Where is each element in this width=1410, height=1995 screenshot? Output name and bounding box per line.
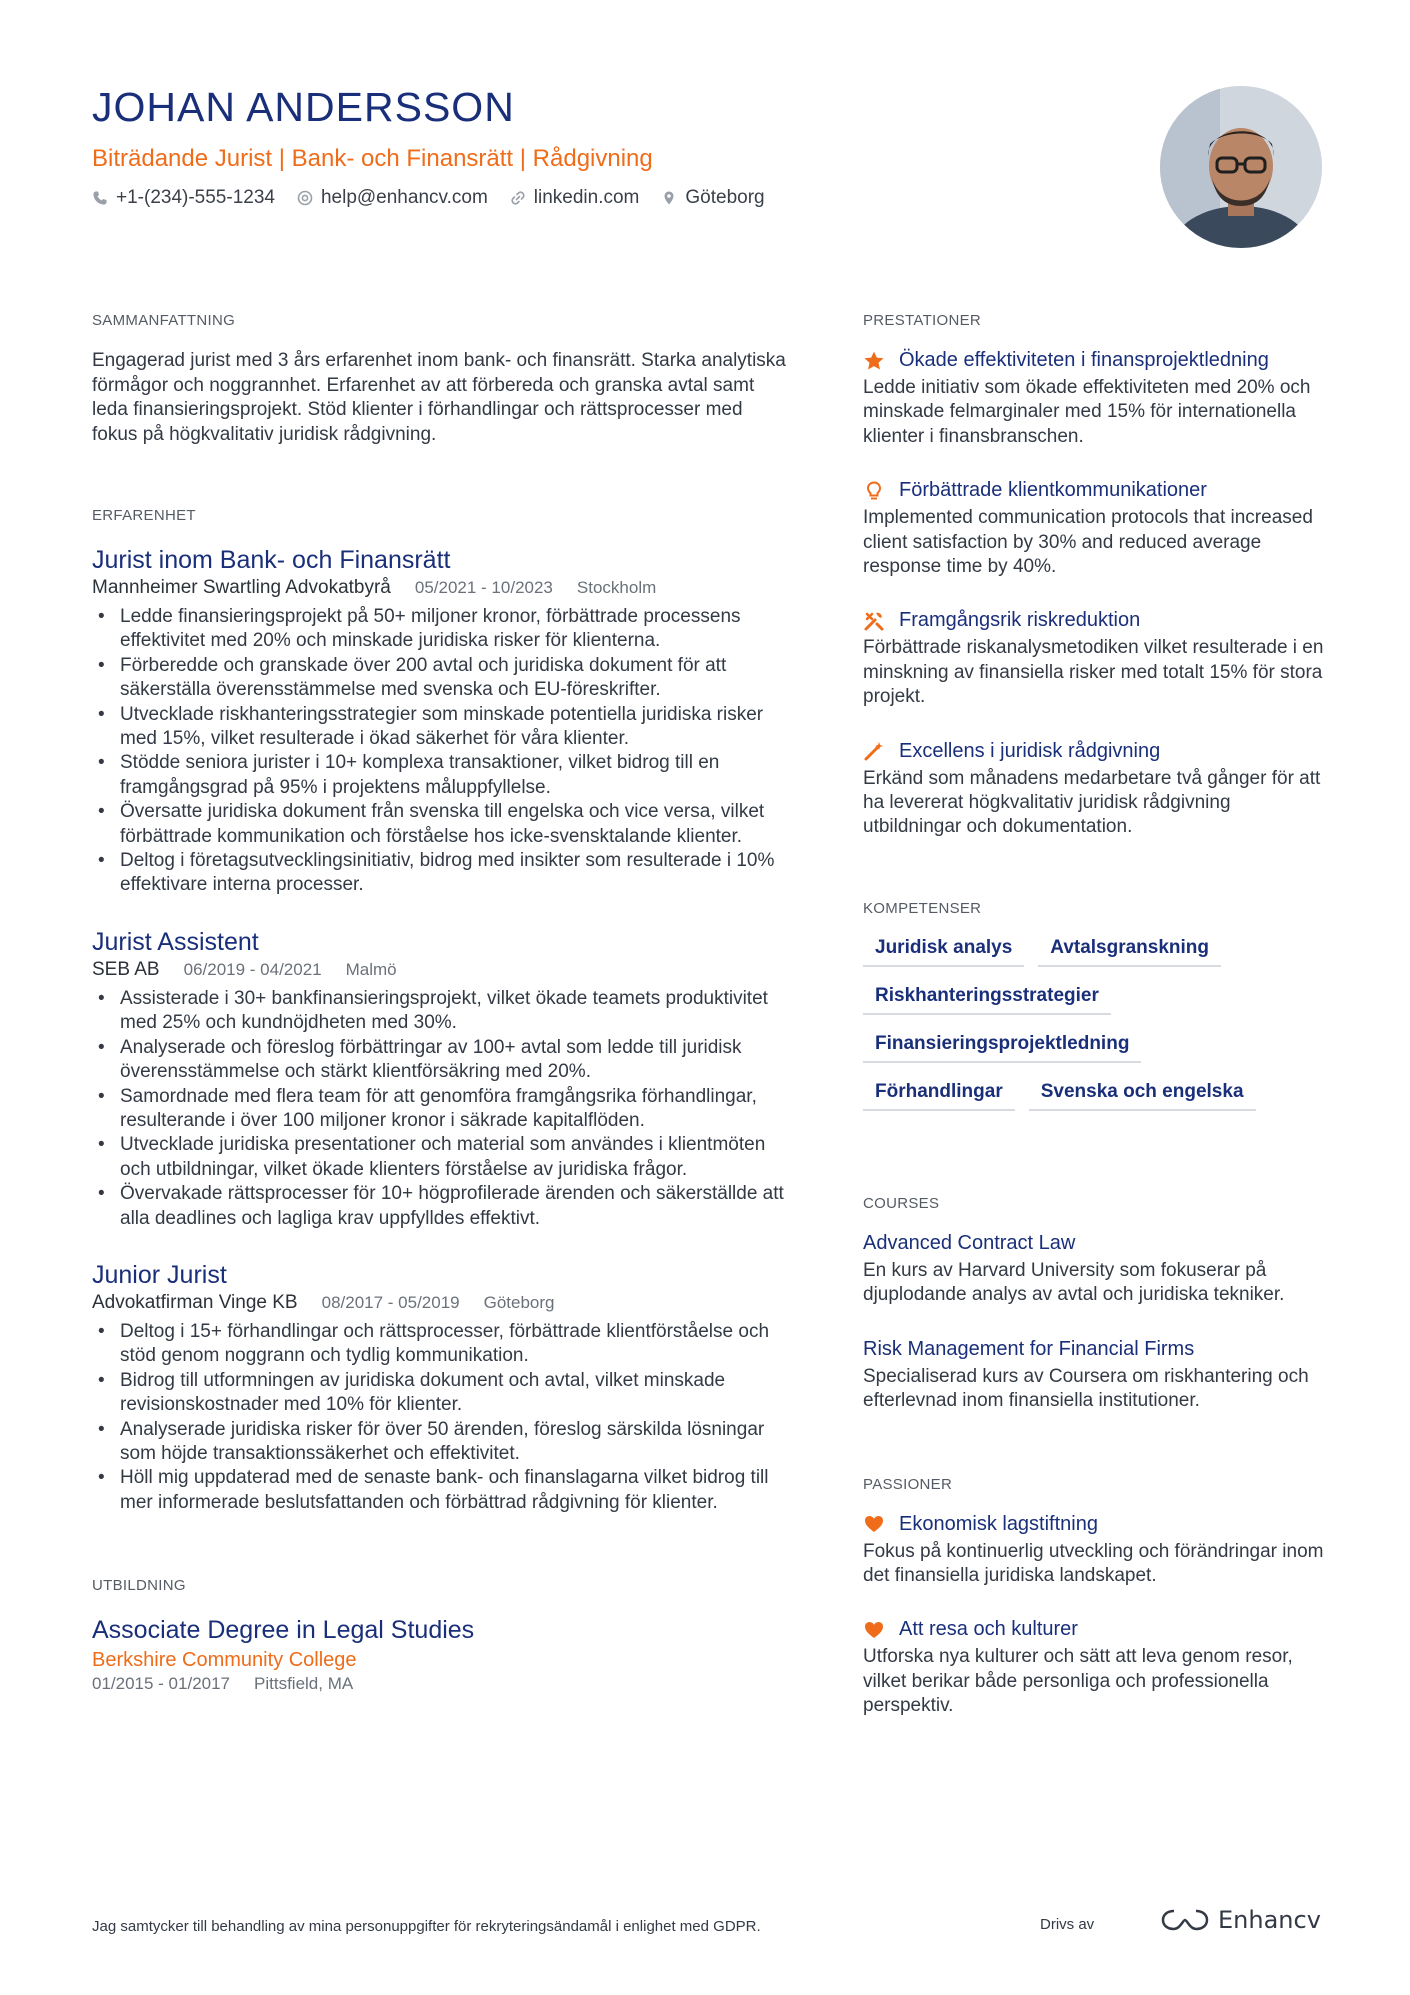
passion-item (863, 1513, 1333, 1589)
job-bullet: • Förberedde och granskade över 200 avtal och juridiska dokument för att säkerställa överensstämmelse med svenska och EU-föreskrifter. (92, 654, 792, 703)
gdpr-consent: Jag samtycker till behandling av mina personuppgifter för rekryteringsändamål i enlighet med GDPR. (92, 1918, 761, 1935)
job-bullet: • Stödde seniora jurister i 10+ komplexa transaktioner, vilket bidrog till en framgångsgrad på 95% i projektens måluppfyllelse. (92, 751, 792, 800)
location-text: Göteborg (685, 187, 765, 208)
course-item (863, 1232, 1333, 1308)
skill-tag: Avtalsgranskning (1038, 937, 1221, 967)
powered-by-label: Drivs av (1040, 1916, 1095, 1933)
enhancv-logo-icon (1160, 1907, 1210, 1933)
job-bullet: • Deltog i 15+ förhandlingar och rättsprocesser, förbättrade klientförståelse och stöd genom noggrann och tydlig kommunikation. (92, 1320, 792, 1369)
achievement-title: Ökade effektiviteten i finansprojektledning (899, 349, 1269, 371)
course-title: Risk Management for Financial Firms (863, 1337, 1195, 1360)
skill-tag: Juridisk analys (863, 937, 1024, 967)
job-bullet: • Utvecklade riskhanteringsstrategier som minskade potentiella juridiska risker med 15%, vilket resulterade i ökad säkerhet för våra klienter. (92, 703, 792, 752)
job-location: Göteborg (483, 1292, 555, 1312)
achievement-item (863, 740, 1333, 840)
magic-wand-icon (863, 740, 885, 762)
course-desc: En kurs av Harvard University som fokuserar på djuplodande analys av avtal och juridiska tekniker. (863, 1259, 1285, 1306)
job-bullet: • Höll mig uppdaterad med de senaste bank- och finanslagarna vilket bidrog till mer informerade beslutsfattanden och förbättrad rådgivning för klienter. (92, 1466, 792, 1515)
achievement-item (863, 479, 1333, 579)
contact-row (92, 187, 1132, 209)
job-meta (92, 959, 792, 981)
job-bullet: • Utvecklade juridiska presentationer och material som användes i klientmöten och utbildningar, vilket ökade klienters förståelse av juridiska frågor. (92, 1133, 792, 1182)
education-section-title: UTBILDNING (92, 1577, 186, 1595)
job-bullets (92, 605, 792, 898)
passion-item (863, 1618, 1333, 1718)
skills-section-title: KOMPETENSER (863, 899, 982, 917)
job-bullet: • Deltog i företagsutvecklingsinitiativ, bidrog med insikter som resulterade i 10% effektivare interna processer. (92, 849, 792, 898)
contact-phone[interactable] (92, 187, 275, 209)
job-meta (92, 1292, 792, 1314)
course-desc: Specialiserad kurs av Coursera om riskhantering och efterlevnad inom finansiella institutioner. (863, 1365, 1309, 1412)
job-bullet: • Assisterade i 30+ bankfinansieringsprojekt, vilket ökade teamets produktivitet med 25% och kundnöjdheten med 30%. (92, 987, 792, 1036)
achievement-item (863, 609, 1333, 709)
job-entry (92, 928, 792, 1231)
education-dates: 01/2015 - 01/2017 (92, 1674, 231, 1694)
course-item (863, 1338, 1333, 1414)
left-column (92, 312, 792, 1694)
heart-icon (863, 1513, 885, 1535)
email-text: help@enhancv.com (320, 187, 488, 208)
job-company: SEB AB (92, 958, 160, 980)
right-column (863, 312, 1333, 1719)
contact-location (661, 187, 764, 209)
achievement-item (863, 349, 1333, 449)
star-icon (863, 350, 885, 372)
job-location: Stockholm (576, 578, 657, 597)
job-bullets (92, 987, 792, 1231)
enhancv-logo[interactable] (1160, 1906, 1321, 1934)
tools-icon (863, 610, 885, 632)
contact-email[interactable] (297, 187, 488, 209)
experience-section-title: ERFARENHET (92, 507, 196, 524)
achievement-title: Förbättrade klientkommunikationer (899, 479, 1207, 502)
education-school: Berkshire Community College (92, 1649, 357, 1672)
job-bullet: • Analyserade och föreslog förbättringar av 100+ avtal som ledde till juridisk överensstämmelse och stärkt klientförsäkring med 20%. (92, 1036, 792, 1085)
achievements-section-title: PRESTATIONER (863, 312, 982, 329)
education-entry (92, 1616, 792, 1694)
job-bullet: • Övervakade rättsprocesser för 10+ högprofilerade ärenden och säkerställde att alla deadlines och lagliga krav uppfylldes effektivt. (92, 1182, 792, 1231)
job-bullet: • Bidrog till utformningen av juridiska dokument och avtal, vilket minskade revisionskostnader med 10% för klienter. (92, 1369, 792, 1418)
passion-desc: Fokus på kontinuerlig utveckling och förändringar inom det finansiella juridiska landskapet. (863, 1540, 1324, 1586)
passion-title: Ekonomisk lagstiftning (899, 1512, 1098, 1535)
education-location: Pittsfield, MA (254, 1674, 354, 1694)
achievement-desc: Förbättrade riskanalysmetodiken vilket resulterade i en minskning av finansiella risker med totalt 15% för stora projekt. (863, 637, 1324, 708)
achievement-desc: Ledde initiativ som ökade effektiviteten med 20% och minskade felmarginaler med 15% för internationella klienter i finansbranschen. (863, 377, 1311, 447)
at-icon (297, 190, 313, 206)
location-pin-icon (661, 190, 677, 206)
job-entry (92, 1261, 792, 1515)
job-dates: 05/2021 - 10/2023 (414, 578, 553, 597)
phone-text: +1-(234)-555-1234 (116, 187, 275, 208)
passion-desc: Utforska nya kulturer och sätt att leva genom resor, vilket berikar både personliga och professionella perspektiv. (863, 1646, 1293, 1717)
achievement-title: Framgångsrik riskreduktion (899, 609, 1141, 632)
candidate-subtitle: Biträdande Jurist | Bank- och Finansrätt | Rådgivning (92, 145, 653, 172)
skills-list (863, 937, 1333, 1111)
job-location: Malmö (345, 959, 397, 979)
job-dates: 08/2017 - 05/2019 (321, 1292, 460, 1312)
job-company: Advokatfirman Vinge KB (92, 1291, 298, 1313)
education-degree: Associate Degree in Legal Studies (92, 1616, 475, 1645)
summary-text: Engagerad jurist med 3 års erfarenhet inom bank- och finansrätt. Starka analytiska förmågor och noggrannhet. Erfarenhet av att förbereda och granska avtal samt leda finansieringsprojekt. Stöd klienter i förhandlingar och rättsprocesser med fokus på högkvalitativ juridisk rådgivning. (92, 350, 786, 445)
job-title: Jurist inom Bank- och Finansrätt (92, 546, 451, 574)
skill-tag: Finansieringsprojektledning (863, 1033, 1141, 1063)
phone-icon (92, 190, 108, 206)
job-bullets (92, 1320, 792, 1515)
job-title: Jurist Assistent (92, 927, 259, 956)
profile-photo (1160, 86, 1322, 248)
contact-linkedin[interactable] (510, 187, 640, 209)
linkedin-text: linkedin.com (533, 187, 640, 208)
achievement-title: Excellens i juridisk rådgivning (899, 739, 1161, 762)
enhancv-brand-text: Enhancv (1218, 1906, 1321, 1934)
passion-title: Att resa och kulturer (899, 1618, 1078, 1641)
job-bullet: • Ledde finansieringsprojekt på 50+ miljoner kronor, förbättrade processens effektivitet med 20% och minskade juridiska risker för klienterna. (92, 605, 792, 654)
job-bullet: • Analyserade juridiska risker för över 50 ärenden, föreslog särskilda lösningar som höjde transaktionssäkerhet och effektivitet. (92, 1418, 792, 1467)
resume-header (92, 84, 1132, 264)
job-bullet: • Översatte juridiska dokument från svenska till engelska och vice versa, vilket förbättrade kommunikation och förståelse hos icke-svensktalande klienter. (92, 800, 792, 849)
skill-tag: Riskhanteringsstrategier (863, 985, 1111, 1015)
achievement-desc: Implemented communication protocols that increased client satisfaction by 30% and reduced average response time by 40%. (863, 507, 1313, 578)
avatar (1160, 86, 1322, 248)
achievement-desc: Erkänd som månadens medarbetare två gånger för att ha levererat högkvalitativ juridisk rådgivning utbildningar och dokumentation. (863, 767, 1321, 838)
job-entry (92, 546, 792, 898)
skill-tag: Förhandlingar (863, 1081, 1015, 1111)
job-title: Junior Jurist (92, 1260, 227, 1289)
candidate-name: JOHAN ANDERSSON (92, 84, 515, 130)
job-bullet: • Samordnade med flera team för att genomföra framgångsrika förhandlingar, resulterande i över 100 miljoner kronor i säkrade kapitalflöden. (92, 1085, 792, 1134)
job-dates: 06/2019 - 04/2021 (183, 959, 322, 979)
job-company: Mannheimer Swartling Advokatbyrå (92, 577, 391, 598)
passions-section-title: PASSIONER (863, 1475, 953, 1493)
course-title: Advanced Contract Law (863, 1231, 1076, 1254)
lightbulb-icon (863, 480, 885, 502)
summary-section-title: SAMMANFATTNING (92, 312, 236, 329)
education-meta (92, 1674, 792, 1694)
heart-icon (863, 1619, 885, 1641)
courses-section-title: COURSES (863, 1194, 940, 1212)
link-icon (510, 190, 526, 206)
skill-tag: Svenska och engelska (1029, 1081, 1256, 1111)
job-meta (92, 577, 792, 599)
